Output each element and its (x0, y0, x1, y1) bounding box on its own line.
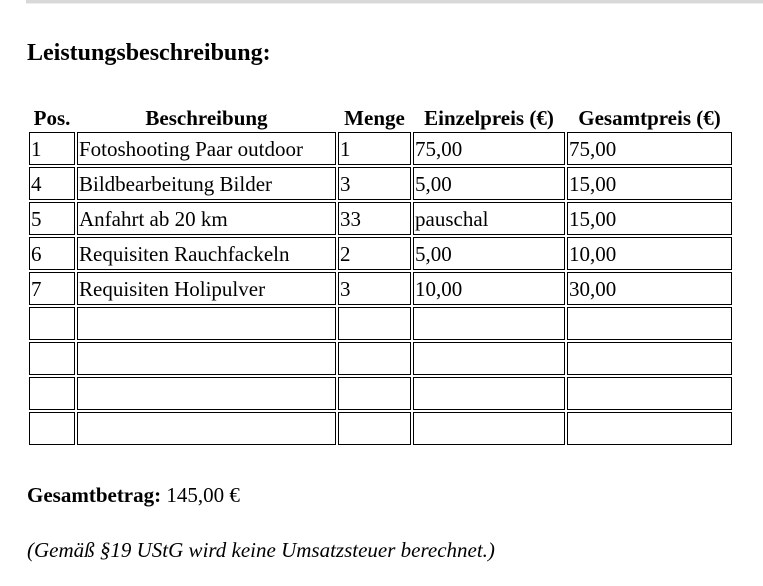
cell-unit-price (413, 307, 565, 340)
cell-quantity: 3 (338, 167, 411, 200)
total-amount-value: 145,00 € (161, 483, 240, 507)
table-row (29, 237, 732, 270)
cell-quantity (338, 342, 411, 375)
cell-unit-price (413, 412, 565, 445)
cell-total-price: 30,00 (567, 272, 732, 305)
vat-exemption-note: (Gemäß §19 UStG wird keine Umsatzsteuer berechnet.) (27, 538, 495, 562)
cell-description: Requisiten Rauchfackeln (77, 237, 336, 270)
cell-quantity: 1 (338, 132, 411, 165)
cell-description (77, 377, 336, 410)
cell-unit-price: pauschal (413, 202, 565, 235)
cell-pos (29, 377, 75, 410)
cell-pos: 6 (29, 237, 75, 270)
cell-description (77, 412, 336, 445)
table-row (29, 272, 732, 305)
cell-quantity: 3 (338, 272, 411, 305)
cell-pos (29, 342, 75, 375)
cell-total-price (567, 342, 732, 375)
cell-unit-price (413, 377, 565, 410)
cell-quantity (338, 307, 411, 340)
cell-quantity (338, 377, 411, 410)
cell-description: Fotoshooting Paar outdoor (77, 132, 336, 165)
cell-pos: 7 (29, 272, 75, 305)
table-row (29, 132, 732, 165)
header-pos: Pos. (33, 106, 71, 130)
cell-unit-price: 5,00 (413, 167, 565, 200)
service-table (27, 100, 734, 447)
total-amount-label: Gesamtbetrag: (27, 483, 162, 507)
cell-total-price: 10,00 (567, 237, 732, 270)
table-row-empty (29, 412, 732, 445)
cell-unit-price: 10,00 (413, 272, 565, 305)
header-unit-price: Einzelpreis (€) (424, 106, 554, 130)
cell-pos: 4 (29, 167, 75, 200)
cell-pos: 5 (29, 202, 75, 235)
header-quantity: Menge (344, 106, 405, 130)
table-row (29, 167, 732, 200)
table-row (29, 202, 732, 235)
cell-quantity (338, 412, 411, 445)
cell-unit-price (413, 342, 565, 375)
cell-unit-price: 75,00 (413, 132, 565, 165)
cell-pos (29, 307, 75, 340)
cell-total-price: 15,00 (567, 202, 732, 235)
table-header-row (29, 102, 732, 130)
total-amount (27, 482, 240, 508)
cell-description: Requisiten Holipulver (77, 272, 336, 305)
cell-description: Bildbearbeitung Bilder (77, 167, 336, 200)
table-header (29, 102, 732, 130)
cell-description (77, 307, 336, 340)
section-heading: Leistungsbeschreibung: (27, 40, 271, 66)
cell-pos (29, 412, 75, 445)
cell-pos: 1 (29, 132, 75, 165)
cell-total-price (567, 307, 732, 340)
top-divider (26, 0, 763, 4)
table-body (29, 132, 732, 445)
header-total-price: Gesamtpreis (€) (578, 106, 721, 130)
header-description: Beschreibung (145, 106, 268, 130)
cell-quantity: 2 (338, 237, 411, 270)
cell-total-price: 15,00 (567, 167, 732, 200)
cell-total-price: 75,00 (567, 132, 732, 165)
table-row-empty (29, 377, 732, 410)
cell-unit-price: 5,00 (413, 237, 565, 270)
cell-quantity: 33 (338, 202, 411, 235)
cell-description: Anfahrt ab 20 km (77, 202, 336, 235)
table-row-empty (29, 307, 732, 340)
cell-total-price (567, 377, 732, 410)
cell-total-price (567, 412, 732, 445)
table-row-empty (29, 342, 732, 375)
cell-description (77, 342, 336, 375)
